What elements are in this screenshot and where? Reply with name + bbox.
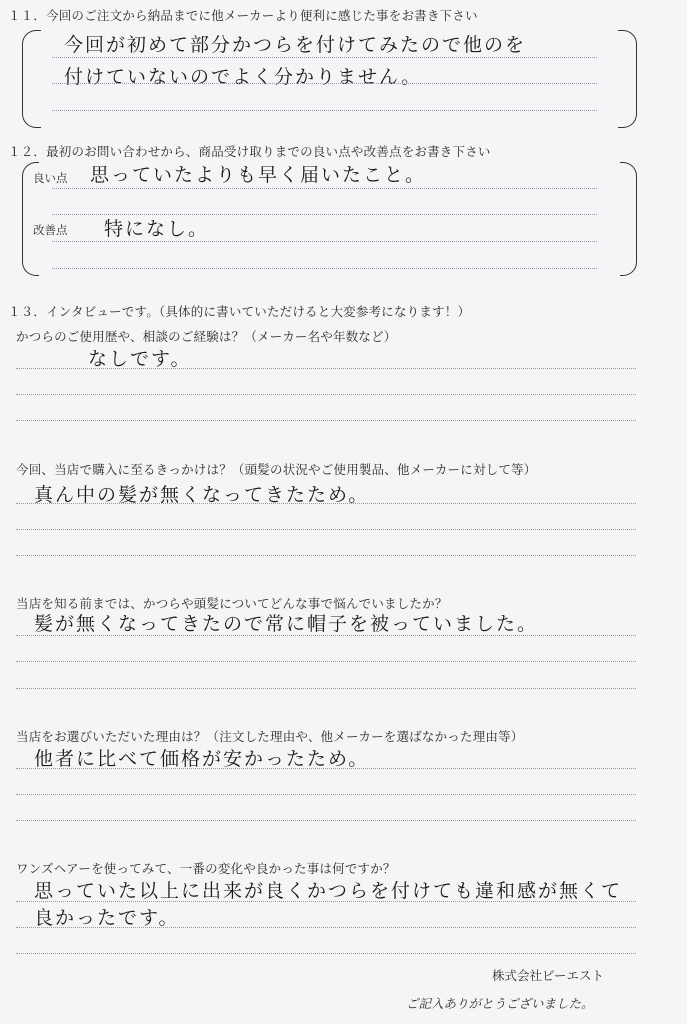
q13-item-2-answer: 真ん中の髪が無くなってきたため。 bbox=[34, 484, 370, 506]
q13-item-5-question: ワンズヘアーを使ってみて、一番の変化や良かった事は何ですか？ bbox=[16, 861, 396, 876]
q13-item-5-rule bbox=[16, 927, 636, 928]
q12-bracket-right bbox=[620, 162, 637, 276]
q13-item-1-rule bbox=[16, 368, 636, 369]
q12-improve-answer: 特になし。 bbox=[104, 218, 210, 240]
q13-item-4-rule bbox=[16, 820, 636, 821]
q11-rule bbox=[52, 57, 597, 58]
q13-item-3-rule bbox=[16, 688, 636, 689]
q13-item-2-question: 今回、当店で購入に至るきっかけは？（頭髪の状況やご使用製品、他メーカーに対して等） bbox=[16, 462, 537, 477]
q13-item-1-answer: なしです。 bbox=[88, 348, 192, 370]
q12-good-answer: 思っていたよりも早く届いたこと。 bbox=[90, 164, 427, 186]
q11-bracket-left bbox=[22, 30, 41, 128]
q13-item-1-question: かつらのご使用歴や、相談のご経験は？（メーカー名や年数など） bbox=[16, 329, 397, 344]
q13-item-5-rule bbox=[16, 953, 636, 954]
q13-item-2-rule bbox=[16, 555, 636, 556]
q12-improve-label: 改善点 bbox=[33, 223, 68, 237]
q13-item-5-rule bbox=[16, 901, 636, 902]
q13-item-4-answer: 他者に比べて価格が安かったため。 bbox=[34, 748, 370, 770]
q13-item-3-rule bbox=[16, 661, 636, 662]
q11-answer-line-2: 付けていないのでよく分かりません。 bbox=[64, 66, 423, 88]
q13-item-5-answer-line-2: 良かったです。 bbox=[34, 907, 180, 929]
q13-item-2-rule bbox=[16, 503, 636, 504]
q11-rule bbox=[52, 83, 597, 84]
thanks-message: ご記入ありがとうございました。 bbox=[406, 996, 594, 1011]
company-name: 株式会社ビーエスト bbox=[492, 968, 605, 983]
q11-bracket-right bbox=[618, 30, 637, 128]
q11-answer-line-1: 今回が初めて部分かつらを付けてみたので他のを bbox=[64, 34, 527, 56]
q13-item-1-rule bbox=[16, 394, 636, 395]
q13-item-4-rule bbox=[16, 794, 636, 795]
q11-rule bbox=[52, 110, 597, 111]
q13-item-2-rule bbox=[16, 529, 636, 530]
q12-rule bbox=[52, 268, 597, 269]
q13-item-5-answer-line-1: 思っていた以上に出来が良くかつらを付けても違和感が無くて bbox=[34, 880, 623, 902]
q13-item-4-question: 当店をお選びいただいた理由は？（注文した理由や、他メーカーを選ばなかった理由等） bbox=[16, 729, 524, 744]
q12-question: １２．最初のお問い合わせから、商品受け取りまでの良い点や改善点をお書き下さい bbox=[8, 144, 491, 159]
q13-item-3-question: 当店を知る前までは、かつらや頭髪についてどんな事で悩んでいましたか？ bbox=[16, 596, 448, 611]
q12-rule bbox=[52, 214, 597, 215]
q13-item-1-rule bbox=[16, 420, 636, 421]
q12-good-label: 良い点 bbox=[33, 171, 68, 185]
q13-item-4-rule bbox=[16, 768, 636, 769]
q13-heading: １３．インタビューです。（具体的に書いていただけると大変参考になります！） bbox=[8, 304, 471, 319]
q13-item-3-rule bbox=[16, 635, 636, 636]
q13-item-3-answer: 髪が無くなってきたので常に帽子を被っていました。 bbox=[34, 613, 539, 635]
q11-question: １１．今回のご注文から納品までに他メーカーより便利に感じた事をお書き下さい bbox=[8, 8, 478, 23]
q12-rule bbox=[52, 188, 597, 189]
q12-rule bbox=[52, 241, 597, 242]
